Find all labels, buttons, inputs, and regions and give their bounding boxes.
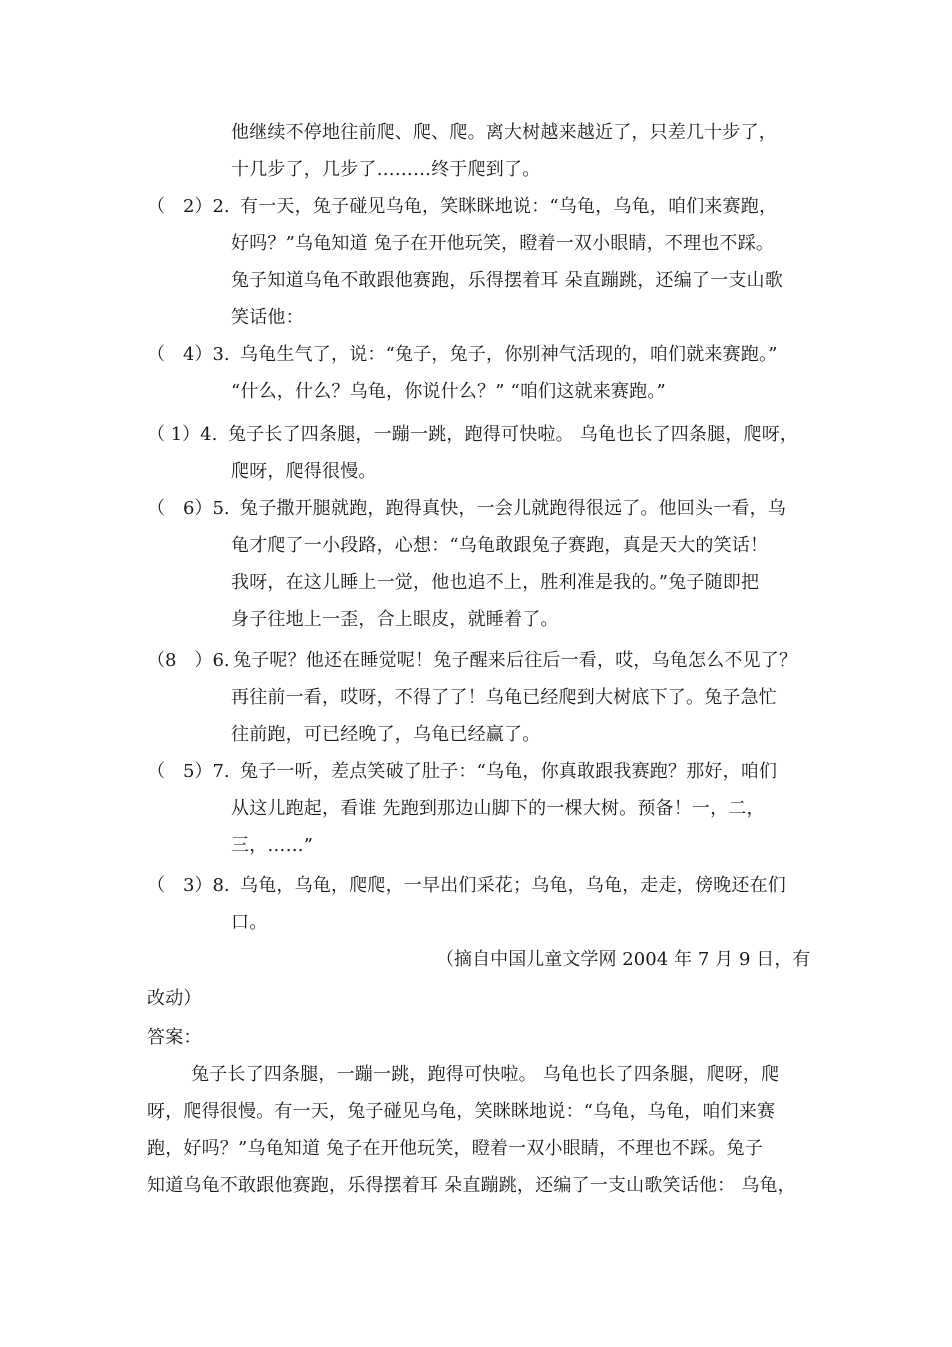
text-line: 兔子知道乌龟不敢跟他赛跑，乐得摆着耳 朵直蹦跳，还编了一支山歌 [231,270,783,291]
source-citation: （摘自中国儿童文学网 2004 年 7 月 9 日，有 [436,949,811,970]
text-line: 有一天，兔子碰见乌龟，笑眯眯地说：“乌龟，乌龟，咱们来赛跑， [240,196,778,217]
text-line: 兔子呢？他还在睡觉呢！兔子醒来后往后一看，哎，乌龟怎么不见了？ [233,650,798,671]
item-marker: （ 5）7. [147,761,230,782]
answer-label: 答案： [147,1027,202,1048]
answer-line: 呀，爬得很慢。有一天，兔子碰见乌龟，笑眯眯地说：“乌龟，乌龟，咱们来赛 [147,1101,776,1122]
text-line: 爬呀，爬得很慢。 [231,461,377,482]
text-line: 再往前一看，哎呀，不得了了！乌龟已经爬到大树底下了。兔子急忙 [231,687,777,708]
item-marker: （8 ）6. [147,650,230,671]
text-line: 乌龟，乌龟，爬爬，一早出们采花；乌龟，乌龟，走走，傍晚还在们 [240,875,786,896]
text-line: 他继续不停地往前爬、爬、爬。离大树越来越近了，只差几十步了， [231,122,777,143]
item-marker: （ 1）4. [147,424,218,445]
text-line: 乌龟生气了，说：“兔子，兔子，你别神气活现的，咱们就来赛跑。” [240,344,778,365]
text-line: 兔子撒开腿就跑，跑得真快，一会儿就跑得很远了。他回头一看，乌 [240,498,786,519]
text-line: 口。 [231,912,268,933]
source-citation-end: 改动） [147,988,202,1009]
text-line: 兔子长了四条腿，一蹦一跳，跑得可快啦。 乌龟也长了四条腿，爬呀， [228,424,799,445]
answer-line: 知道乌龟不敢跟他赛跑，乐得摆着耳 朵直蹦跳，还编了一支山歌笑话他： 乌龟， [147,1175,796,1196]
text-line: 十几步了，几步了………终于爬到了。 [231,159,541,180]
text-line: 三，……” [231,835,314,856]
item-marker: （ 6）5. [147,498,230,519]
text-line: 往前跑，可已经晚了，乌龟已经赢了。 [231,724,541,745]
item-marker: （ 4）3. [147,344,230,365]
answer-line: 跑，好吗？”乌龟知道 兔子在开他玩笑，瞪着一双小眼睛，不理也不踩。兔子 [147,1138,763,1159]
text-line: 我呀，在这儿睡上一觉，他也追不上，胜利准是我的。”兔子随即把 [231,572,760,593]
item-marker: （ 3）8. [147,875,230,896]
text-line: 好吗？”乌龟知道 兔子在开他玩笑，瞪着一双小眼睛，不理也不踩。 [231,233,775,254]
text-line: 从这儿跑起，看谁 先跑到那边山脚下的一棵大树。预备！一，二， [231,798,765,819]
text-line: 身子往地上一歪，合上眼皮，就睡着了。 [231,609,559,630]
text-line: “什么，什么？乌龟，你说什么？” “咱们这就来赛跑。” [231,381,666,402]
text-line: 龟才爬了一小段路，心想：“乌龟敢跟兔子赛跑，真是天大的笑话！ [231,535,769,556]
answer-line: 兔子长了四条腿，一蹦一跳，跑得可快啦。 乌龟也长了四条腿，爬呀，爬 [191,1064,780,1085]
text-line: 笑话他： [231,307,304,328]
text-line: 兔子一听，差点笑破了肚子：“乌龟，你真敢跟我赛跑？那好，咱们 [240,761,778,782]
item-marker: （ 2）2. [147,196,230,217]
